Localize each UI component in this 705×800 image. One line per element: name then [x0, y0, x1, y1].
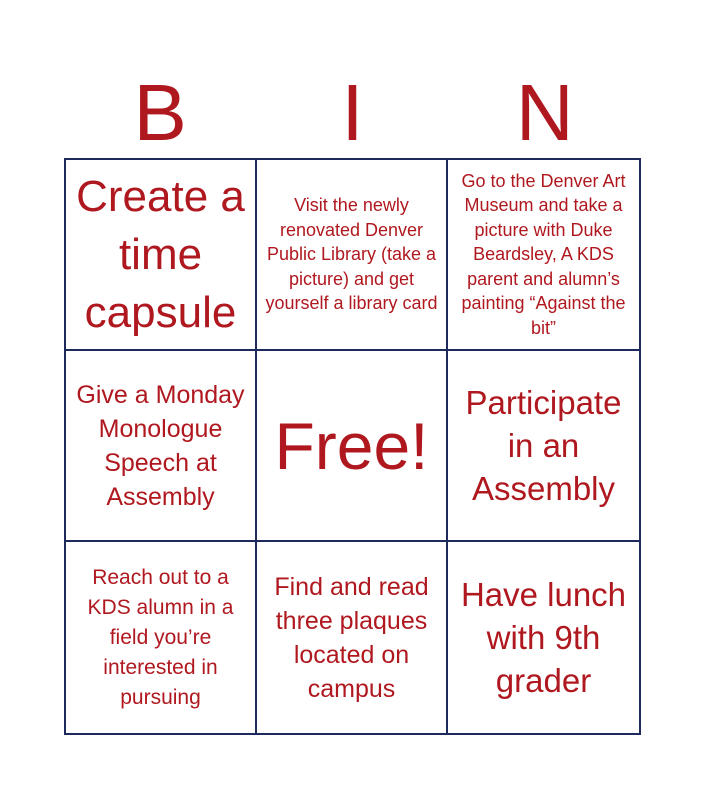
bingo-cell-r2c1[interactable]: [66, 351, 257, 542]
bingo-cell-text: Reach out to a KDS alumn in a field you’re interested in pursuing: [87, 565, 234, 709]
header-letter-i: I: [341, 68, 364, 157]
bingo-cell-text: Participate in an Assembly: [465, 384, 622, 507]
bingo-cell-text: Go to the Denver Art Museum and take a picture with Duke Beardsley, A KDS parent and alumn’s painting “Against the bit”: [461, 170, 626, 338]
free-space-label: Free!: [274, 408, 429, 483]
bingo-header: [64, 68, 641, 158]
header-letter-b: B: [133, 68, 187, 157]
bingo-cell-text: Visit the newly renovated Denver Public Library (take a picture) and get yourself a library card: [265, 195, 438, 314]
bingo-cell-text: Give a Monday Monologue Speech at Assembly: [76, 380, 245, 511]
bingo-cell-free[interactable]: [257, 351, 448, 542]
bingo-cell-r3c2[interactable]: [257, 542, 448, 733]
bingo-cell-r2c3[interactable]: [448, 351, 639, 542]
bingo-cell-text: Have lunch with 9th grader: [460, 576, 627, 699]
bingo-cell-r1c2[interactable]: [257, 160, 448, 351]
bingo-cell-r1c1[interactable]: [66, 160, 257, 351]
bingo-cell-text: Create a time capsule: [76, 171, 245, 337]
bingo-cell-r3c1[interactable]: [66, 542, 257, 733]
bingo-cell-r3c3[interactable]: [448, 542, 639, 733]
bingo-cell-text: Find and read three plaques located on campus: [274, 572, 429, 703]
bingo-cell-r1c3[interactable]: [448, 160, 639, 351]
header-letter-n: N: [515, 68, 574, 157]
bingo-card-grid: [64, 158, 641, 735]
